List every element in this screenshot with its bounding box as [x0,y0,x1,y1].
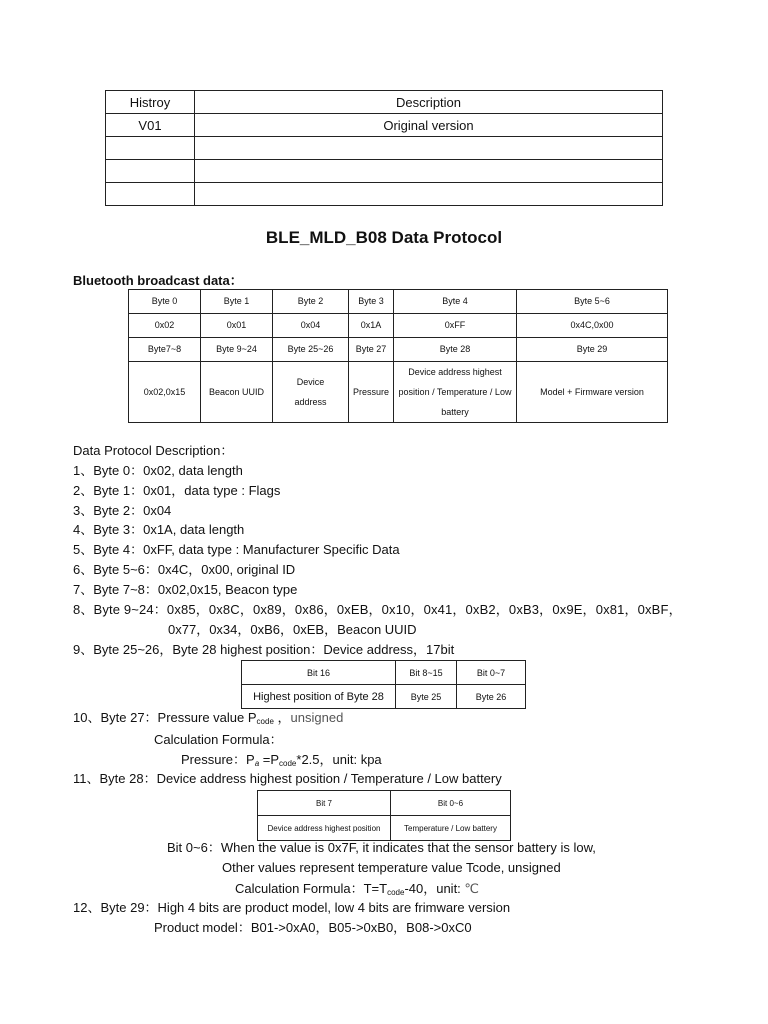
table-cell: Byte7~8 [129,338,201,362]
list-item: 9、Byte 25~26，Byte 28 highest position：Device address，17bit [73,642,455,657]
temp-unit: ℃ [464,881,480,896]
table-cell: 0x4C,0x00 [517,314,668,338]
table-row [129,290,668,314]
list-item: 11、Byte 28：Device address highest position / Temperature / Low battery [73,771,502,786]
pressure-b: =P [259,752,280,767]
other-values-description: Other values represent temperature value Tcode, unsigned [222,860,561,875]
table-row [129,362,668,423]
list-item: 3、Byte 2：0x04 [73,503,172,518]
table-cell: 0x1A [349,314,394,338]
device-address-bits-table [241,660,526,709]
table-row [129,314,668,338]
table-cell: Byte 27 [349,338,394,362]
table-cell: V01 [106,114,195,137]
table-cell: Temperature / Low battery [391,816,511,841]
table-row [106,114,663,137]
temperature-formula [235,881,479,897]
table-cell: Byte 26 [457,685,526,709]
table-cell: Device address highest position [258,816,391,841]
table-header: Bit 0~7 [457,661,526,685]
table-cell: Byte 25 [396,685,457,709]
table-row [106,137,663,160]
list-item: 8、Byte 9~24：0x85，0x8C，0x89，0x86，0xEB，0x10，0x41，0xB2，0xB3，0x9E，0x81，0xBF， [73,602,682,617]
list-item: 12、Byte 29：High 4 bits are product model, low 4 bits are frimware version [73,900,511,915]
table-cell [106,160,195,183]
table-cell: Byte 28 [394,338,517,362]
table-row [129,338,668,362]
byte28-bits-table [257,790,511,841]
table-row [106,91,663,114]
table-cell: Byte 1 [201,290,273,314]
table-row [242,661,526,685]
table-row [258,791,511,816]
table-cell [195,137,663,160]
table-cell [195,160,663,183]
table-cell: Model + Firmware version [517,362,668,423]
temp-formula-b: -40，unit: [404,881,465,896]
table-cell: Beacon UUID [201,362,273,423]
list-item: 5、Byte 4：0xFF, data type : Manufacturer Specific Data [73,542,400,557]
list-item: 1、Byte 0：0x02, data length [73,463,243,478]
table-header: Description [195,91,663,114]
pressure-c: *2.5，unit: kpa [296,752,382,767]
table-header: Bit 0~6 [391,791,511,816]
table-header: Histroy [106,91,195,114]
pressure-sub-b: code [279,759,297,768]
temp-formula-a: Calculation Formula：T=T [235,881,388,896]
table-cell: Byte 2 [273,290,349,314]
table-cell: Device address highest position / Temperature / Low battery [394,362,517,423]
table-cell [195,183,663,206]
table-cell: Byte 25~26 [273,338,349,362]
table-row [258,816,511,841]
list-item-pressure [73,710,343,726]
list-item-continued: 0x77，0x34，0xB6，0xEB，Beacon UUID [168,622,417,637]
page-title: BLE_MLD_B08 Data Protocol [265,228,503,247]
list-item: 7、Byte 7~8：0x02,0x15, Beacon type [73,582,298,597]
section-heading: Bluetooth broadcast data： [73,273,243,288]
list-item: 2、Byte 1：0x01，data type : Flags [73,483,281,498]
item10-prefix: 10、Byte 27：Pressure value P [73,710,257,725]
table-row [106,160,663,183]
table-cell: 0x02,0x15 [129,362,201,423]
calc-formula-label: Calculation Formula： [154,732,283,747]
list-item: 6、Byte 5~6：0x4C，0x00, original ID [73,562,296,577]
product-model: Product model：B01->0xA0，B05->0xB0，B08->0xC0 [154,920,472,935]
table-cell: 0x04 [273,314,349,338]
history-table [105,90,663,206]
temp-formula-sub: code [387,888,405,897]
table-cell [106,183,195,206]
table-cell: Byte 3 [349,290,394,314]
table-cell: Byte 29 [517,338,668,362]
broadcast-table [128,289,668,423]
table-header: Bit 8~15 [396,661,457,685]
table-cell: Byte 9~24 [201,338,273,362]
table-cell: Highest position of Byte 28 [242,685,396,709]
table-cell: Byte 0 [129,290,201,314]
table-cell: 0xFF [394,314,517,338]
bit06-description: Bit 0~6：When the value is 0x7F, it indicates that the sensor battery is low, [167,840,596,855]
table-row [242,685,526,709]
item10-suffix: ， [273,710,291,725]
table-cell: Original version [195,114,663,137]
pressure-sub-a: a [254,759,260,768]
table-header: Bit 16 [242,661,396,685]
table-cell [106,137,195,160]
description-heading: Data Protocol Description： [73,443,234,458]
table-cell: 0x02 [129,314,201,338]
pressure-a: Pressure：P [181,752,255,767]
list-item: 4、Byte 3：0x1A, data length [73,522,245,537]
table-cell: Byte 5~6 [517,290,668,314]
item10-sub: code [256,717,274,726]
table-cell: Pressure [349,362,394,423]
table-header: Bit 7 [258,791,391,816]
item10-tail: unsigned [290,710,344,725]
pressure-formula [181,752,382,768]
table-row [106,183,663,206]
table-cell: Device address [273,362,349,423]
table-cell: Byte 4 [394,290,517,314]
table-cell: 0x01 [201,314,273,338]
